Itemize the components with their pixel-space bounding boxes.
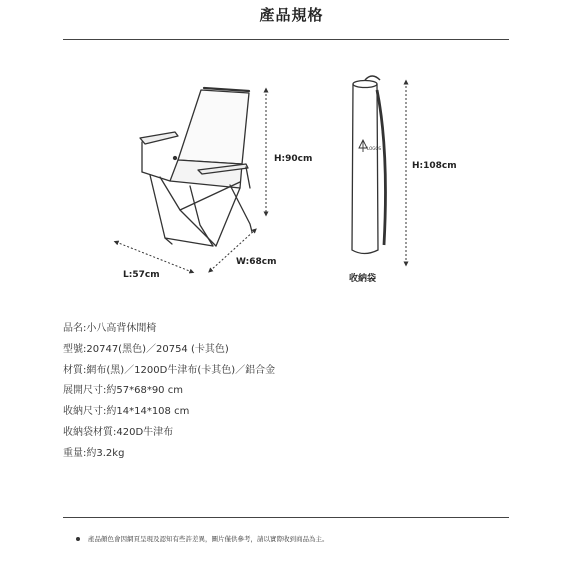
- spec-open-size: 展開尺寸:約57*68*90 cm: [63, 385, 183, 397]
- bag-illustration: [352, 76, 385, 254]
- footer-note-text: 產品顏色會因網頁呈現及認知有些許差異，圖片僅供參考，請以實際收到商品為主。: [88, 535, 329, 543]
- chair-length-arrow: [116, 242, 192, 272]
- divider-bottom: [63, 517, 509, 518]
- divider-top: [63, 39, 509, 40]
- footer-note: [76, 534, 329, 543]
- chair-height-label: H:90cm: [274, 154, 313, 164]
- product-diagram: [90, 60, 490, 290]
- bag-caption: 收納袋: [349, 274, 377, 284]
- spec-packed-size: 收納尺寸:約14*14*108 cm: [63, 406, 190, 418]
- spec-material: 材質:網布(黑)／1200D牛津布(卡其色)／鋁合金: [63, 364, 276, 376]
- page-title: 產品規格: [259, 6, 324, 24]
- chair-illustration: [140, 88, 252, 246]
- chair-length-label: L:57cm: [123, 270, 160, 280]
- spec-list: [63, 319, 275, 465]
- bag-height-label: H:108cm: [412, 161, 457, 171]
- bullet-icon: [76, 537, 80, 541]
- spec-product-name: 品名:小八高背休閒椅: [63, 323, 157, 334]
- spec-model: 型號:20747(黑色)／20754 (卡其色): [63, 343, 229, 355]
- chair-width-label: W:68cm: [236, 257, 277, 267]
- spec-weight: 重量:約3.2kg: [63, 447, 125, 459]
- spec-bag-material: 收納袋材質:420D牛津布: [63, 426, 174, 438]
- svg-text:LOGOS: LOGOS: [367, 146, 382, 151]
